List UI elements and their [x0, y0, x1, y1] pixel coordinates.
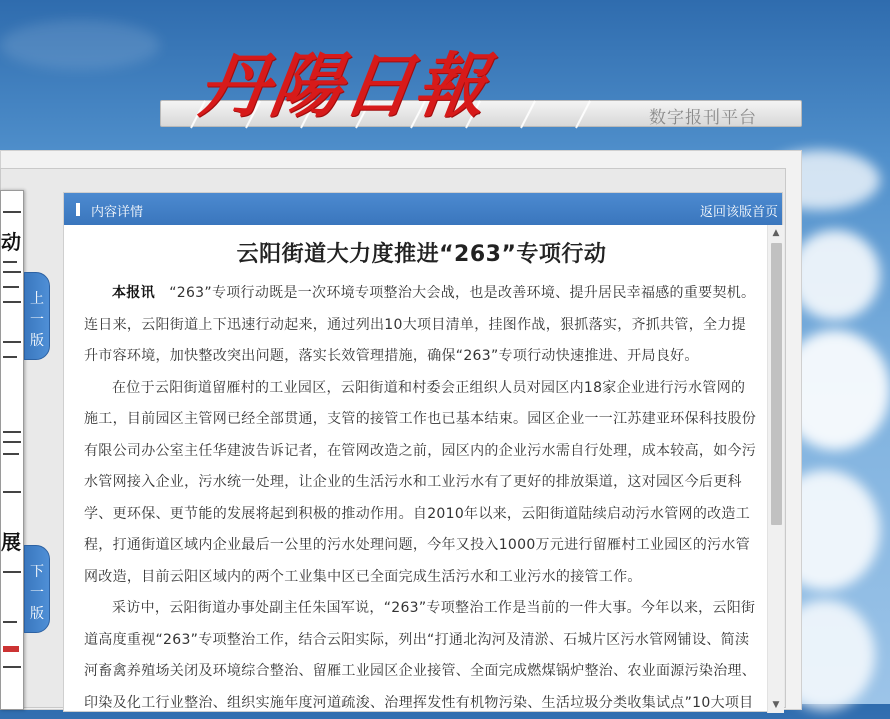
content-header [64, 193, 782, 225]
article-title: 云阳街道大力度推进“263”专项行动 [236, 242, 607, 267]
scroll-down-icon[interactable]: ▼ [772, 700, 780, 710]
back-to-page-link[interactable]: 返回该版首页 [699, 205, 778, 220]
scroll-up-icon[interactable]: ▲ [772, 228, 780, 238]
article-paragraph [84, 278, 759, 373]
next-page-button[interactable]: 下一版 [24, 545, 50, 633]
article-scrollbar[interactable] [767, 225, 784, 713]
article-body [64, 225, 767, 713]
scroll-thumb[interactable] [771, 243, 782, 525]
prev-page-button[interactable]: 上一版 [24, 272, 50, 360]
content-header-label: 内容详情 [91, 205, 144, 220]
platform-title: 数字报刊平台 [649, 108, 757, 128]
page-thumbnail[interactable]: 动 展 [0, 190, 24, 710]
article-paragraph: 在位于云阳街道留雁村的工业园区，云阳街道和村委会正组织人员对园区内18家企业进行污水管网的施工，目前园区主管网已经全部贯通，支管的接管工作也已基本结束。园区企业一一江苏建亚环保科技股份有限公司办公室主任华建波告诉记者，在管网改造之前，园区内的企业污水需自行处理，成本较高，如今污水管网接入企业，污水统一处理，让企业的生活污水和工业污水有了更好的排放渠道，这对园区今后更科学、更环保、更节能的发展将起到积极的推动作用。自2010年以来，云阳街道陆续启动污水管网的改造工程，打通街道区域内企业最后一公里的污水处理问题，今年又投入1000万元进行留雁村工业园区的污水管网改造，目前云阳区域内的两个工业集中区已全面完成生活污水和工业污水的接管工作。 [84, 379, 757, 585]
content-panel [63, 192, 783, 712]
article-lead-label: 本报讯 [112, 285, 155, 301]
cloud-decoration [790, 230, 880, 320]
paragraph-text: “263”专项行动既是一次环境专项整治大会战，也是改善环境、提升居民幸福感的重要契机。连日来，云阳街道上下迅速行动起来，通过列出10大项目清单，挂图作战，狠抓落实，齐抓共管，全力提升市容环境，加快整改突出问题，落实长效管理措施，确保“263”专项行动快速推进、开局良好。 [84, 285, 756, 364]
newspaper-logo: 丹陽日報 [193, 44, 494, 127]
article-paragraph: 采访中，云阳街道办事处副主任朱国军说，“263”专项整治工作是当前的一件大事。今年以来，云阳街道高度重视“263”专项整治工作，结合云阳实际，列出“打通北沟河及清淤、石城片区污水管网铺设、简渎河畜禽养殖场关闭及环境综合整治、留雁工业园区企业接管、全面完成燃煤锅炉整治、农业面源污染治理、印染及化工行业整治、组织实施年度河道疏浚、治理挥发性有机物污染、生活垃圾分类收集试点”10大项目 [84, 600, 757, 711]
cloud-decoration [0, 20, 160, 70]
header-marker [76, 203, 80, 216]
